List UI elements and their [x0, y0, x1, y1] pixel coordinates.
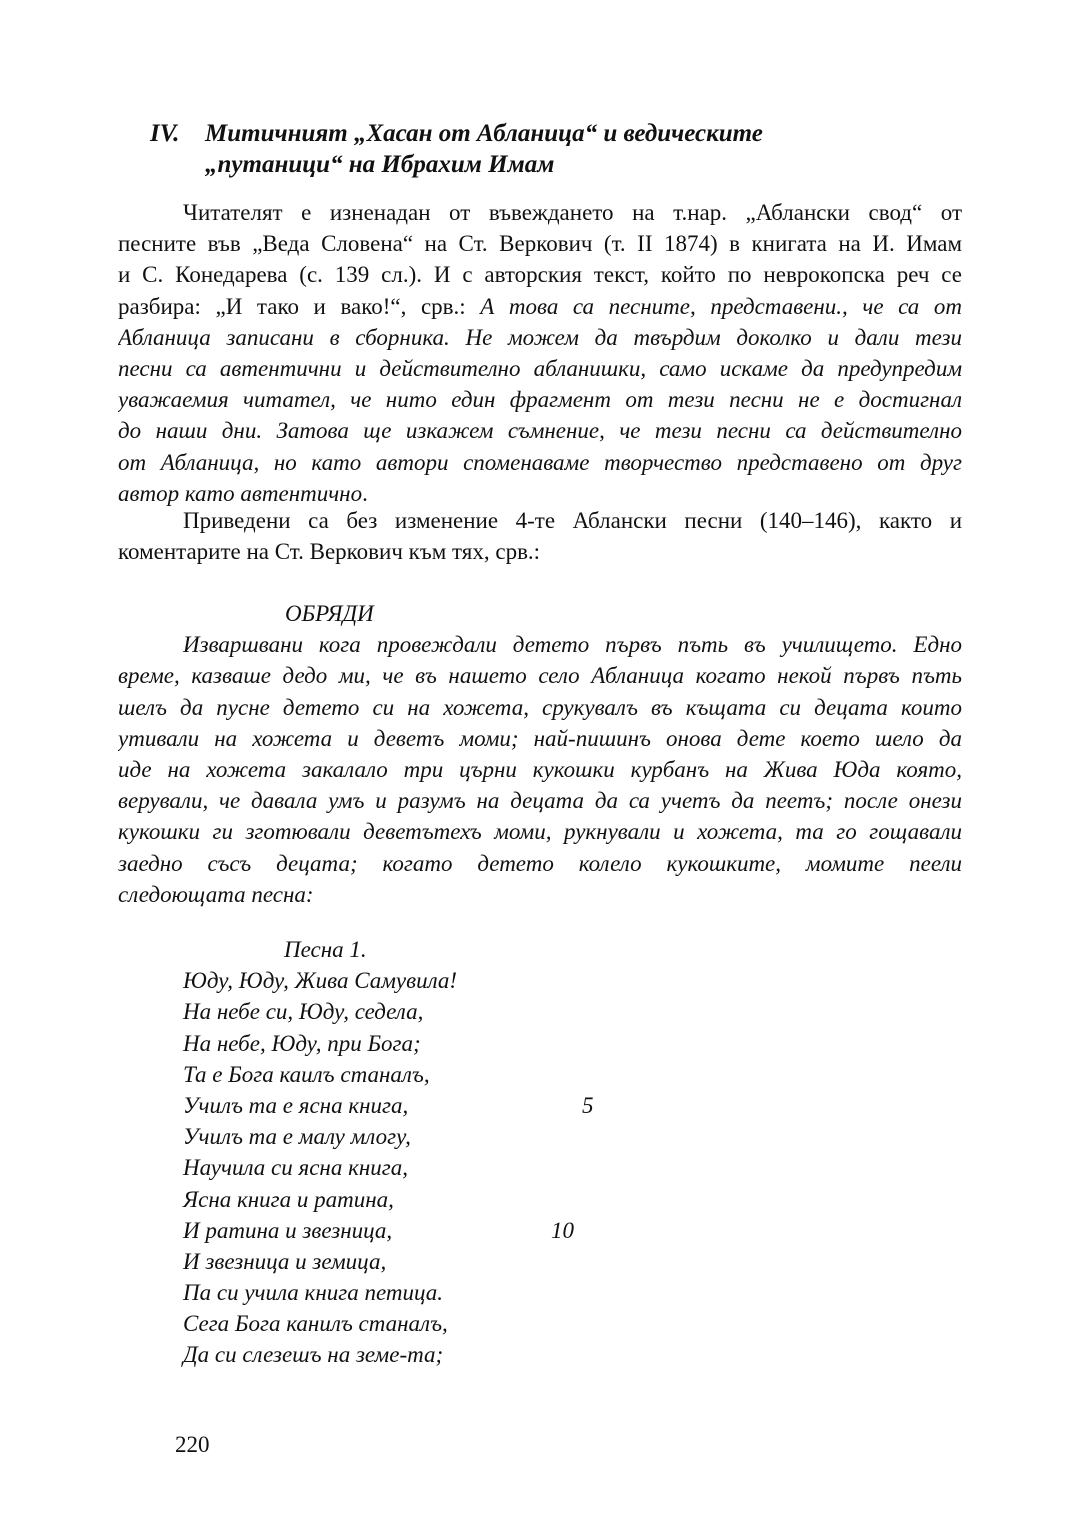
italic-span: автор като автентично [118, 480, 363, 506]
text-line: коментарите на Ст. Веркович към тях, срв.: [118, 539, 541, 565]
line-number: 5 [582, 1092, 594, 1118]
verse-text: Училъ та е ясна книга, [183, 1092, 409, 1118]
heading-line-1: Митичният „Хасан от Абланица“ и ведическите [205, 120, 763, 147]
text-line: песни са автентични и действително абланишки, само искаме да предупредим [118, 355, 962, 381]
verse-line: Да си слезешъ на земе-та; [183, 1342, 444, 1368]
text-line: до наши дни. Затова ще изкажем съмнение, че тези песни са действително [118, 418, 962, 444]
text-line: Абланица записани в сборника. Не можем да твърдим доколко и дали тези [118, 324, 962, 350]
verse-text: И ратина и звезница, [183, 1217, 393, 1243]
verse-line: Юду, Юду, Жива Самувила! [183, 968, 458, 994]
italic-span: А това са песните, представени., че са от [480, 293, 962, 319]
verse-line [183, 1215, 683, 1246]
text-line: и С. Конедарева (с. 139 сл.). И с авторския текст, който по неврокопска реч се [118, 262, 962, 288]
text-line: кукошки ги зготювали деветътехъ моми, рукнували и хожета, та го гощавали [118, 819, 962, 845]
text-line: утивали на хожета и деветъ моми; най-пишинъ онова дете което шело да [118, 725, 962, 751]
text-line: заедно съсъ децата; когато детето колело кукошките, момите пеели [118, 850, 962, 876]
text-line: Изваршвани кога провеждали детето първъ пъть въ училището. Едно [183, 632, 962, 658]
text-line: иде на хожета закалало три църни кукошки курбанъ на Жива Юда която, [118, 756, 962, 782]
text-span: разбира: „И тако и вако!“, срв.: [118, 293, 481, 319]
text-line: песните във „Веда Словена“ на Ст. Веркович (т. II 1874) в книгата на И. Имам [118, 231, 962, 257]
verse-line: Училъ та е малу млогу, [183, 1124, 411, 1150]
section-heading [150, 118, 763, 180]
quote-heading: ОБРЯДИ [285, 601, 374, 626]
text-line: Приведени са без изменение 4-те Аблански песни (140–146), както и [183, 508, 962, 533]
verse-line: Ясна книга и ратина, [183, 1186, 394, 1212]
text-span: . [362, 480, 368, 506]
verse-line: Научила си ясна книга, [183, 1155, 408, 1181]
page-number: 220 [175, 1432, 210, 1457]
text-line: уважаемия читател, че нито един фрагмент от тези песни не е достигнал [118, 387, 962, 413]
quote-block [118, 598, 962, 910]
verse-line: Па си учила книга петица. [183, 1280, 443, 1306]
verse-line: На небе, Юду, при Бога; [183, 1030, 421, 1056]
text-line: верували, че давала умъ и разумъ на децата да са учетъ да пеетъ; после онези [118, 788, 962, 814]
verse-line: Сега Бога канилъ станалъ, [183, 1311, 448, 1337]
heading-line-2: „путаници“ на Ибрахим Имам [205, 151, 555, 178]
text-line [118, 291, 962, 322]
verse-line: На небе си, Юду, седела, [183, 999, 424, 1025]
verse-line: Та е Бога каилъ станалъ, [183, 1061, 430, 1087]
line-number: 10 [551, 1217, 574, 1243]
section-number: IV. [150, 120, 180, 147]
text-line: следоющата песна: [118, 881, 314, 907]
text-line: шелъ да пусне детето си на хожета, срукувалъ въ къщата си децата които [118, 694, 962, 720]
song-title: Песна 1. [284, 937, 367, 962]
verse-line [183, 1090, 683, 1121]
verse-line: И звезница и земица, [183, 1248, 387, 1274]
song [183, 934, 683, 1371]
paragraph-2 [118, 505, 962, 567]
text-line: от Абланица, но като автори споменаваме творчество представено от друг [118, 449, 962, 475]
paragraph-1 [118, 197, 962, 509]
text-line: Читателят е изненадан от въвеждането на т.нар. „Аблански свод“ от [183, 200, 962, 225]
text-line: време, казваше дедо ми, че въ нашето село Абланица когато некой първъ пъть [118, 663, 962, 689]
